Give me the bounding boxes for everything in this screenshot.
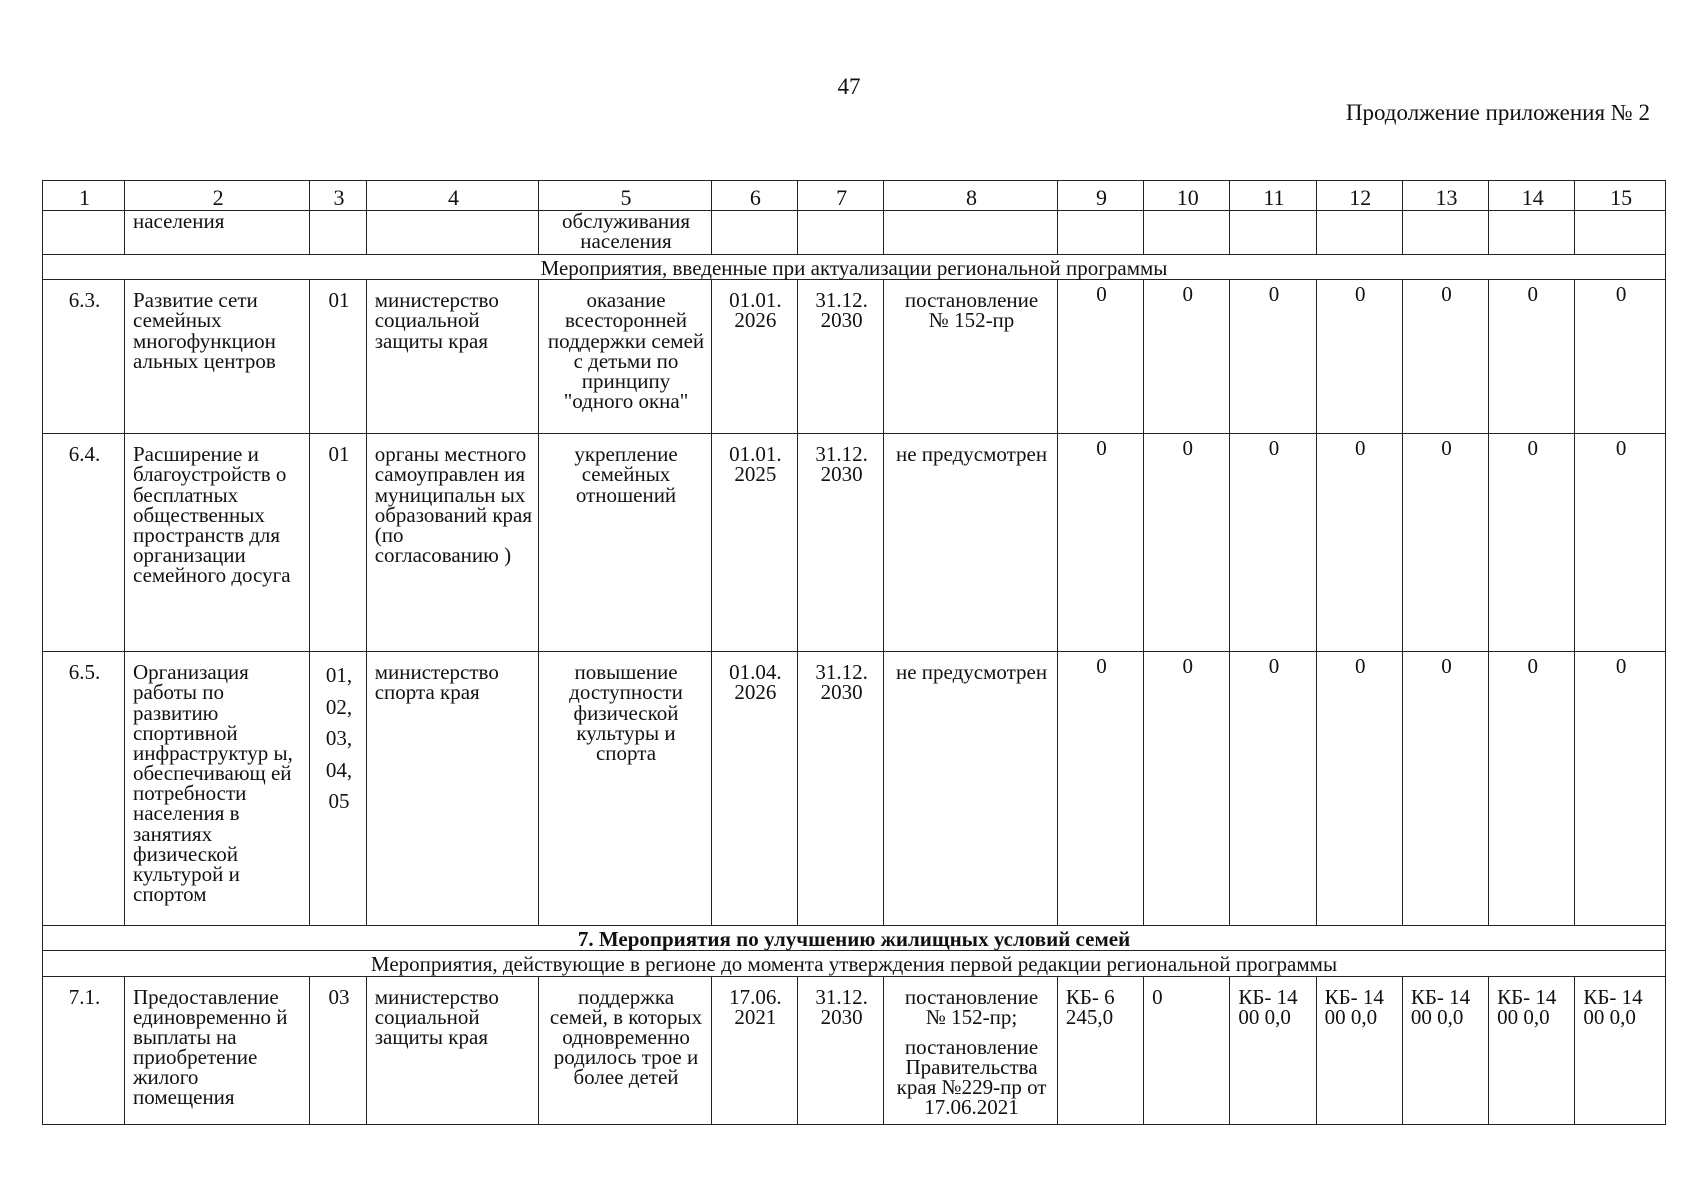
value-cell: 0 — [1230, 652, 1316, 926]
value-cell: 0 — [1316, 280, 1402, 434]
value-cell: 0 — [1575, 652, 1666, 926]
column-number: 12 — [1316, 181, 1402, 211]
table-row — [43, 280, 1666, 434]
result-cell: повышение доступности физической культуры и спорта — [539, 652, 712, 926]
section-row — [43, 255, 1666, 280]
column-number: 13 — [1402, 181, 1488, 211]
table-row — [43, 434, 1666, 652]
item-number: 6.3. — [43, 280, 125, 434]
value-cell: 0 — [1575, 434, 1666, 652]
executor-cell: министерство спорта края — [366, 652, 539, 926]
value-cell: 0 — [1057, 652, 1143, 926]
value-cell: 0 — [1230, 434, 1316, 652]
start-date: 01.01. 2025 — [711, 434, 797, 652]
measure-name: Расширение и благоустройств о бесплатных общественных пространств для организации семейного досуга — [125, 434, 310, 652]
code-cell: 01 — [310, 434, 366, 652]
value-cell: КБ- 14 00 0,0 — [1489, 976, 1575, 1124]
column-number: 14 — [1489, 181, 1575, 211]
column-numbers-row — [43, 181, 1666, 211]
cont-result-cell: обслуживания населения — [539, 211, 712, 255]
section-row — [43, 951, 1666, 976]
measure-name: Предоставление единовременно й выплаты на приобретение жилого помещения — [125, 976, 310, 1124]
executor-cell: министерство социальной защиты края — [366, 976, 539, 1124]
page-number: 47 — [837, 74, 861, 99]
measure-name: Развитие сети семейных многофункцион альных центров — [125, 280, 310, 434]
table-row — [43, 652, 1666, 926]
value-cell: КБ- 14 00 0,0 — [1230, 976, 1316, 1124]
code-cell: 03 — [310, 976, 366, 1124]
value-cell: 0 — [1057, 280, 1143, 434]
column-number: 1 — [43, 181, 125, 211]
value-cell: 0 — [1144, 280, 1230, 434]
result-cell: укрепление семейных отношений — [539, 434, 712, 652]
value-cell: 0 — [1144, 976, 1230, 1124]
value-cell: 0 — [1316, 434, 1402, 652]
column-number: 3 — [310, 181, 366, 211]
value-cell: 0 — [1316, 652, 1402, 926]
code-cell: 01 — [310, 280, 366, 434]
column-number: 10 — [1144, 181, 1230, 211]
start-date: 17.06. 2021 — [711, 976, 797, 1124]
code-line: 02, — [325, 694, 353, 719]
column-number: 11 — [1230, 181, 1316, 211]
value-cell: 0 — [1489, 434, 1575, 652]
item-number: 6.5. — [43, 652, 125, 926]
legal-act-line: постановление Правительства края №229-пр от 17.06.2021 — [896, 1034, 1047, 1120]
end-date: 31.12. 2030 — [798, 434, 884, 652]
section-introduced-heading: Мероприятия, введенные при актуализации региональной программы — [43, 255, 1666, 280]
section-existing-heading: Мероприятия, действующие в регионе до момента утверждения первой редакции региональной программы — [43, 951, 1666, 976]
code-line: 03, — [325, 726, 353, 751]
section-row — [43, 926, 1666, 951]
result-cell: оказание всесторонней поддержки семей с детьми по принципу "одного окна" — [539, 280, 712, 434]
value-cell: 0 — [1489, 280, 1575, 434]
item-number: 6.4. — [43, 434, 125, 652]
value-cell: 0 — [1230, 280, 1316, 434]
column-number: 6 — [711, 181, 797, 211]
column-number: 5 — [539, 181, 712, 211]
value-cell: 0 — [1489, 652, 1575, 926]
column-number: 4 — [366, 181, 539, 211]
value-cell: 0 — [1144, 652, 1230, 926]
executor-cell: органы местного самоуправлен ия муниципальн ых образований края (по согласованию ) — [366, 434, 539, 652]
appendix-continuation-note: Продолжение приложения № 2 — [1345, 100, 1650, 125]
column-number: 2 — [125, 181, 310, 211]
executor-cell: министерство социальной защиты края — [366, 280, 539, 434]
value-cell: КБ- 6 245,0 — [1057, 976, 1143, 1124]
measure-name: Организация работы по развитию спортивной инфраструктур ы, обеспечивающ ей потребности населения в занятиях физической культурой и спортом — [125, 652, 310, 926]
table-row — [43, 976, 1666, 1124]
legal-act: не предусмотрен — [884, 434, 1058, 652]
item-number: 7.1. — [43, 976, 125, 1124]
value-cell: КБ- 14 00 0,0 — [1402, 976, 1488, 1124]
start-date: 01.04. 2026 — [711, 652, 797, 926]
result-cell: поддержка семей, в которых одновременно родилось трое и более детей — [539, 976, 712, 1124]
value-cell: 0 — [1402, 280, 1488, 434]
code-line: 01, — [325, 663, 353, 688]
value-cell: 0 — [1057, 434, 1143, 652]
column-number: 8 — [884, 181, 1058, 211]
section-7-title: 7. Мероприятия по улучшению жилищных условий семей — [43, 926, 1666, 951]
value-cell: 0 — [1575, 280, 1666, 434]
end-date: 31.12. 2030 — [798, 280, 884, 434]
program-table — [42, 180, 1666, 1125]
code-cell — [310, 652, 366, 926]
legal-act: постановление № 152-пр — [884, 280, 1058, 434]
end-date: 31.12. 2030 — [798, 976, 884, 1124]
column-number: 7 — [798, 181, 884, 211]
legal-act — [884, 976, 1058, 1124]
value-cell: КБ- 14 00 0,0 — [1575, 976, 1666, 1124]
continuation-row — [43, 211, 1666, 255]
legal-act: не предусмотрен — [884, 652, 1058, 926]
code-line: 05 — [328, 789, 350, 814]
value-cell: 0 — [1402, 434, 1488, 652]
end-date: 31.12. 2030 — [798, 652, 884, 926]
value-cell: 0 — [1402, 652, 1488, 926]
column-number: 9 — [1057, 181, 1143, 211]
value-cell: 0 — [1144, 434, 1230, 652]
value-cell: КБ- 14 00 0,0 — [1316, 976, 1402, 1124]
code-line: 04, — [325, 757, 353, 782]
start-date: 01.01. 2026 — [711, 280, 797, 434]
legal-act-line: постановление № 152-пр; — [904, 984, 1039, 1029]
cont-name-cell: населения — [125, 211, 310, 255]
column-number: 15 — [1575, 181, 1666, 211]
